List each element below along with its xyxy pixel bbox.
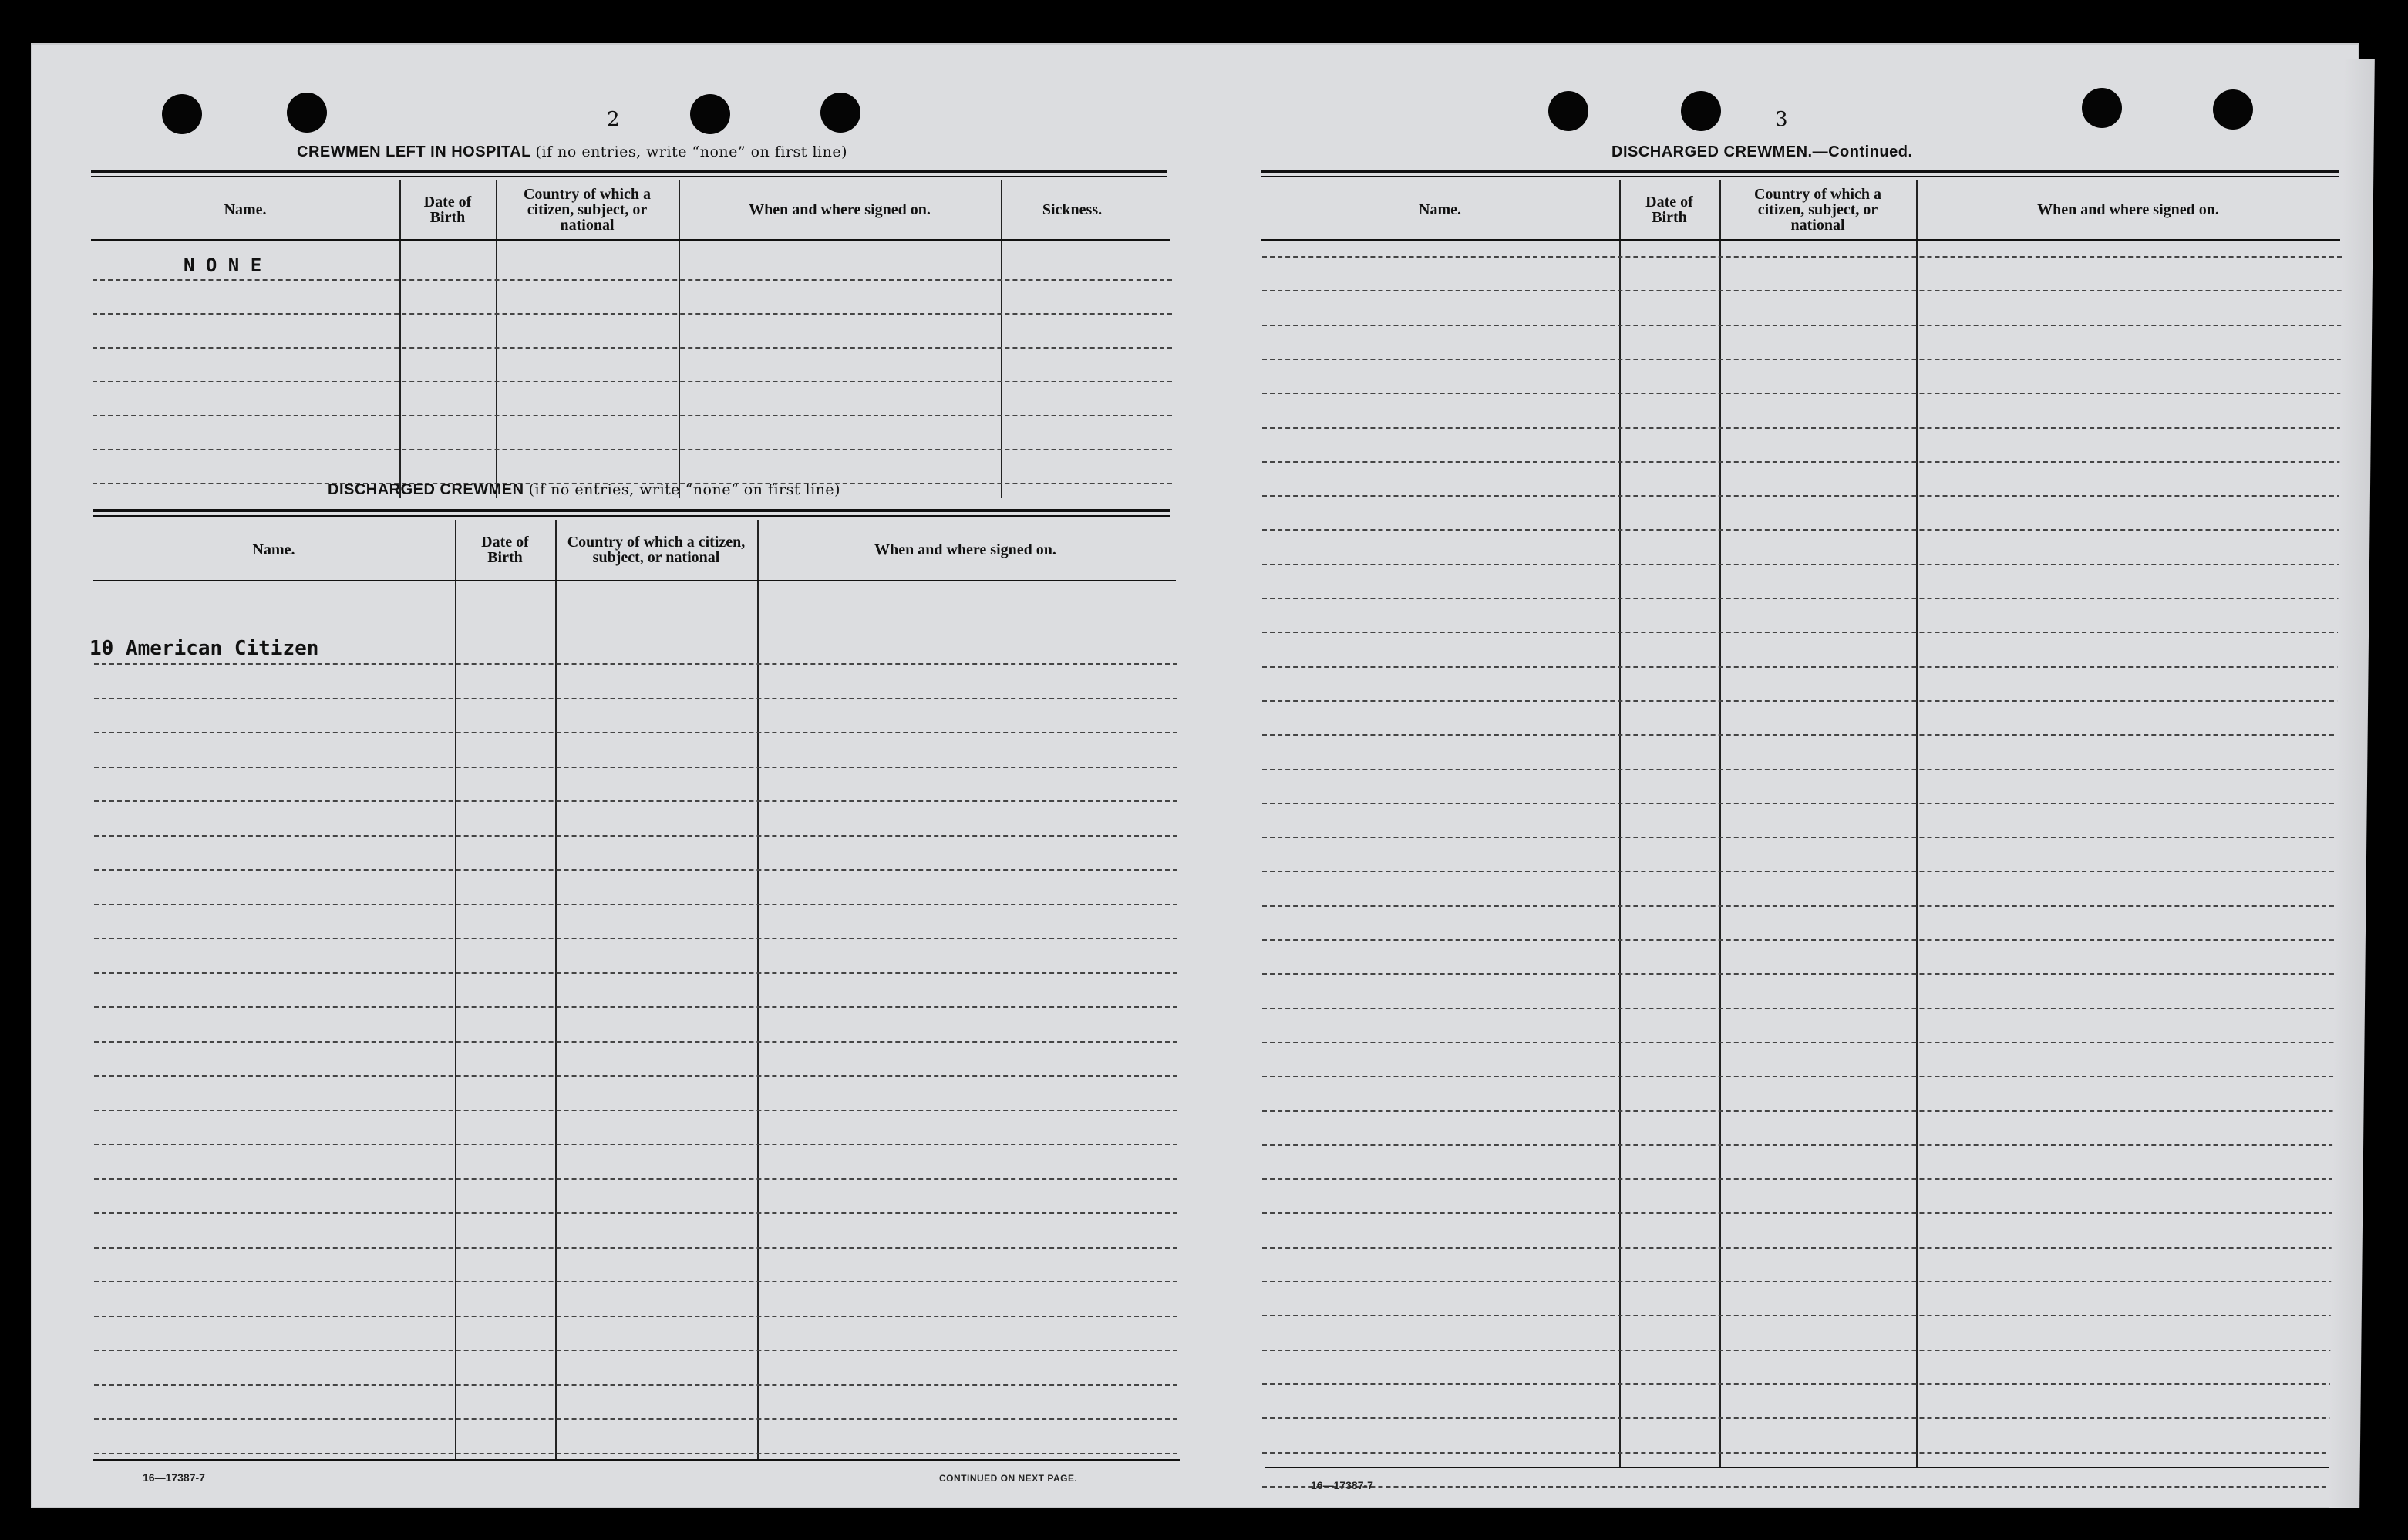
entry-line bbox=[93, 381, 1172, 382]
entry-line bbox=[1262, 1042, 2342, 1043]
entry-line bbox=[1262, 1281, 2342, 1282]
entry-line bbox=[1262, 1008, 2342, 1009]
entry-line bbox=[1262, 1110, 2342, 1112]
discharged-col-dob: Date of Birth bbox=[481, 534, 529, 566]
entry-line bbox=[94, 767, 1177, 768]
col-divider bbox=[1001, 180, 1002, 498]
col-divider bbox=[1916, 180, 1918, 1467]
left-bottom-rule bbox=[93, 1459, 1180, 1461]
continued-note: CONTINUED ON NEXT PAGE. bbox=[939, 1473, 1078, 1484]
entry-line bbox=[94, 663, 1177, 665]
col-divider bbox=[1719, 180, 1721, 1467]
entry-line bbox=[94, 1453, 1177, 1454]
col-divider bbox=[555, 520, 557, 1461]
entry-line bbox=[94, 1247, 1177, 1249]
entry-line bbox=[1262, 1212, 2342, 1214]
entry-line bbox=[94, 1110, 1177, 1111]
right-discharged-table bbox=[1261, 180, 2344, 1476]
discharged-col-signed: When and where signed on. bbox=[874, 541, 1056, 558]
punch-hole bbox=[820, 93, 860, 133]
col-divider bbox=[496, 180, 497, 498]
entry-line bbox=[94, 1316, 1177, 1317]
right-col-dob: Date of Birth bbox=[1645, 194, 1693, 226]
entry-line bbox=[1262, 803, 2342, 804]
discharged-top-rule bbox=[93, 509, 1170, 512]
entry-line bbox=[1262, 1315, 2342, 1316]
hospital-col-sickness: Sickness. bbox=[1042, 201, 1103, 218]
entry-line bbox=[93, 415, 1172, 416]
entry-line bbox=[94, 1212, 1177, 1214]
entry-line bbox=[93, 449, 1172, 450]
entry-line bbox=[1262, 359, 2342, 360]
entry-line bbox=[1262, 1178, 2342, 1180]
entry-line bbox=[94, 1384, 1177, 1386]
right-col-name: Name. bbox=[1419, 201, 1461, 218]
entry-line bbox=[94, 800, 1177, 802]
punch-hole bbox=[1681, 91, 1721, 131]
entry-line bbox=[1262, 393, 2342, 394]
hospital-title-text: CREWMEN LEFT IN HOSPITAL bbox=[297, 143, 531, 160]
entry-line bbox=[94, 1144, 1177, 1145]
hospital-entry-none: N O N E bbox=[184, 254, 262, 276]
discharged-entry: 10 American Citizen bbox=[89, 637, 319, 660]
entry-line bbox=[94, 1041, 1177, 1043]
entry-line bbox=[94, 1418, 1177, 1420]
entry-line bbox=[94, 938, 1177, 939]
entry-line bbox=[1262, 290, 2342, 291]
discharged-col-country: Country of which a citizen, subject, or national bbox=[567, 534, 746, 566]
right-header-rule bbox=[1261, 239, 2340, 241]
right-top-rule-2 bbox=[1261, 176, 2339, 177]
entry-line bbox=[1262, 495, 2342, 497]
entry-line bbox=[1262, 1486, 2342, 1488]
entry-line bbox=[1262, 598, 2342, 599]
col-divider bbox=[679, 180, 680, 498]
entry-line bbox=[93, 313, 1172, 315]
entry-line bbox=[1262, 905, 2342, 907]
right-col-signed: When and where signed on. bbox=[2037, 201, 2219, 218]
form-code-left: 16—17387-7 bbox=[143, 1471, 205, 1484]
col-divider bbox=[1619, 180, 1621, 1467]
page-number-left: 2 bbox=[607, 108, 620, 131]
col-divider bbox=[757, 520, 759, 1461]
right-col-country: Country of which a citizen, subject, or national bbox=[1753, 186, 1881, 234]
punch-hole bbox=[1548, 91, 1588, 131]
hospital-subtitle-text: (if no entries, write “none” on first line) bbox=[535, 143, 848, 160]
hospital-header-rule bbox=[91, 239, 1170, 241]
right-top-rule bbox=[1261, 170, 2339, 173]
punch-hole bbox=[690, 94, 730, 134]
entry-line bbox=[1262, 1350, 2342, 1351]
entry-line bbox=[94, 1075, 1177, 1077]
entry-line bbox=[1262, 1452, 2342, 1454]
discharged-table bbox=[89, 520, 1180, 1468]
entry-line bbox=[1262, 871, 2342, 872]
discharged-title-text: DISCHARGED CREWMEN bbox=[328, 481, 524, 498]
hospital-section-title bbox=[297, 143, 847, 161]
entry-line bbox=[94, 1006, 1177, 1008]
form-sheet bbox=[31, 43, 2359, 1508]
entry-line bbox=[93, 279, 1172, 281]
form-code-right: 16—17387-7 bbox=[1311, 1479, 1373, 1491]
hospital-col-country: Country of which a citizen, subject, or national bbox=[523, 186, 651, 234]
entry-line bbox=[1262, 564, 2342, 565]
discharged-section-title bbox=[328, 481, 840, 499]
entry-line bbox=[1262, 1417, 2342, 1419]
col-divider bbox=[455, 520, 456, 1461]
page-number-right: 3 bbox=[1775, 108, 1788, 131]
punch-hole bbox=[162, 94, 202, 134]
right-bottom-rule bbox=[1265, 1467, 2344, 1468]
entry-line bbox=[94, 835, 1177, 837]
discharged-top-rule-2 bbox=[93, 515, 1170, 517]
entry-line bbox=[94, 1281, 1177, 1282]
entry-line bbox=[1262, 529, 2342, 531]
entry-line bbox=[94, 972, 1177, 974]
punch-hole bbox=[2213, 89, 2253, 130]
hospital-top-rule bbox=[91, 170, 1167, 173]
entry-line bbox=[1262, 256, 2342, 258]
entry-line bbox=[93, 347, 1172, 349]
entry-line bbox=[1262, 461, 2342, 463]
hospital-col-name: Name. bbox=[224, 201, 267, 218]
entry-line bbox=[1262, 325, 2342, 326]
entry-line bbox=[94, 732, 1177, 733]
hospital-table bbox=[91, 180, 1174, 504]
entry-line bbox=[1262, 939, 2342, 941]
discharged-header-rule bbox=[93, 580, 1176, 581]
entry-line bbox=[1262, 1247, 2342, 1249]
entry-line bbox=[1262, 1144, 2342, 1146]
entry-line bbox=[94, 698, 1177, 699]
punch-hole bbox=[2082, 88, 2122, 128]
hospital-top-rule-2 bbox=[91, 176, 1167, 177]
entry-line bbox=[1262, 666, 2342, 668]
entry-line bbox=[1262, 700, 2342, 702]
hospital-col-dob: Date of Birth bbox=[423, 194, 472, 226]
entry-line bbox=[1262, 734, 2342, 736]
entry-line bbox=[94, 904, 1177, 905]
entry-line bbox=[1262, 427, 2342, 429]
discharged-subtitle-text: (if no entries, write “none” on first line) bbox=[528, 481, 841, 498]
punch-hole bbox=[287, 93, 327, 133]
entry-line bbox=[1262, 1383, 2342, 1385]
entry-line bbox=[94, 869, 1177, 871]
entry-line bbox=[1262, 769, 2342, 770]
entry-line bbox=[1262, 1076, 2342, 1077]
entry-line bbox=[1262, 632, 2342, 633]
hospital-col-signed: When and where signed on. bbox=[749, 201, 931, 218]
discharged-col-name: Name. bbox=[252, 541, 295, 558]
entry-line bbox=[1262, 973, 2342, 975]
entry-line bbox=[94, 1350, 1177, 1351]
entry-line bbox=[94, 1178, 1177, 1180]
right-section-title: DISCHARGED CREWMEN.—Continued. bbox=[1612, 143, 1913, 160]
col-divider bbox=[399, 180, 401, 498]
entry-line bbox=[1262, 837, 2342, 838]
